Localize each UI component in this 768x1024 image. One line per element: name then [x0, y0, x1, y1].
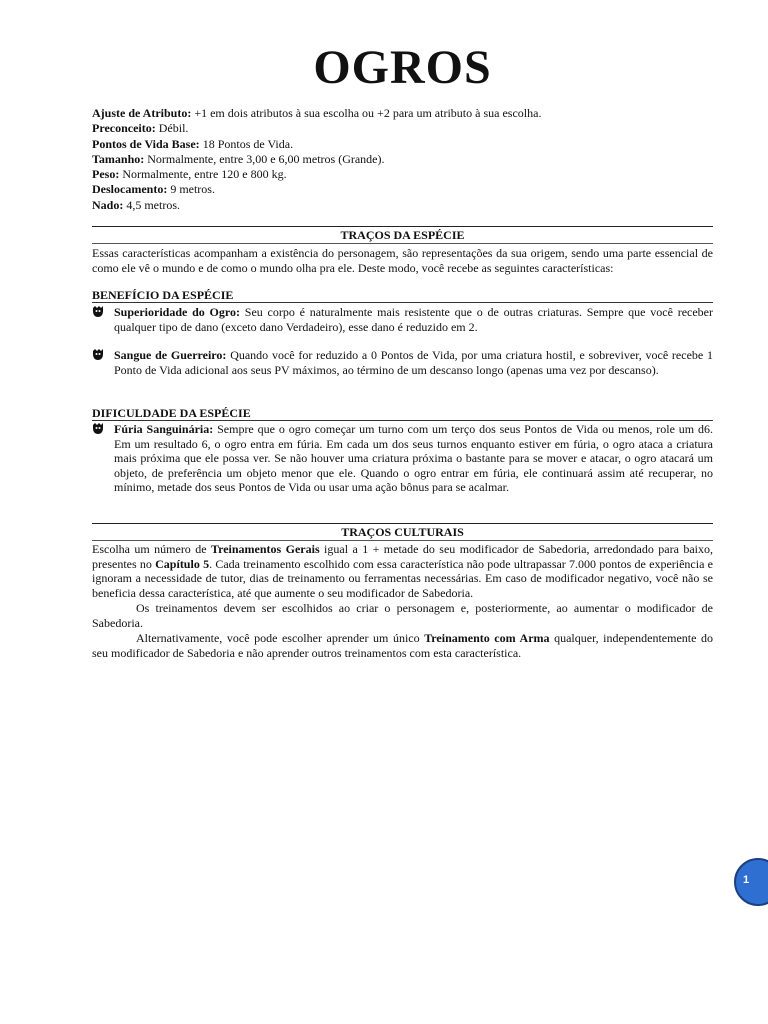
ogre-bullet-icon	[90, 348, 106, 362]
attribute-row: Pontos de Vida Base: 18 Pontos de Vida.	[92, 136, 294, 151]
cultural-paragraph: Escolha um número de Treinamentos Gerais igual a 1 + metade do seu modificador de Sabedoria, arredondado para baixo, presentes no Capítulo 5. Cada treinamento escolhido com essa característica não pode ultrapassar 7.000 pontos de experiência e ignoram a necessidade de tutor, dias de treinamento ou ferramentas necessárias. Em caso de modificador negativo, você não se beneficia dessa característica, até que aumente o seu modificador de Sabedoria.	[92, 542, 714, 600]
cultural-traits-heading: TRAÇOS CULTURAIS	[92, 523, 713, 541]
page-number-badge: 1	[734, 858, 768, 906]
attribute-row: Preconceito: Débil.	[92, 121, 189, 136]
benefit-heading: BENEFÍCIO DA ESPÉCIE	[92, 289, 713, 303]
attribute-list	[92, 106, 713, 213]
list-item-text: Fúria Sanguinária: Sempre que o ogro começar um turno com um terço dos seus Pontos de Vida ou menos, role um d6. Em um resultado 6, o ogro entra em fúria. Em cada um dos seus turnos enquanto estiver em fúria, o ogro ataca a criatura mais próxima que ele possa ver. Se não houver uma criatura próxima o bastante para se mover e atacar, o ogro atacará um objeto, de preferência um objeto menor que ele. Quando o ogro entrar em fúria, ele continuará assim até recuperar, no mínimo, metade dos seus Pontos de Vida ou usar uma ação bônus para se acalmar.	[114, 422, 713, 495]
list-item	[92, 305, 713, 334]
attribute-row: Peso: Normalmente, entre 120 e 800 kg.	[92, 167, 287, 182]
difficulty-heading: DIFICULDADE DA ESPÉCIE	[92, 407, 713, 421]
species-traits-intro: Essas características acompanham a existência do personagem, são representações da sua origem, sendo uma parte essencial de como ele vê o mundo e de como o mundo olha pra ele. Deste modo, você recebe as seguintes características:	[92, 246, 713, 275]
list-item-text: Superioridade do Ogro: Seu corpo é naturalmente mais resistente que o de outras criaturas. Sempre que você receber qualquer tipo de dano (exceto dano Verdadeiro), esse dano é reduzido em 2.	[114, 305, 713, 334]
attribute-row: Tamanho: Normalmente, entre 3,00 e 6,00 metros (Grande).	[92, 151, 385, 166]
ogre-bullet-icon	[90, 305, 106, 319]
cultural-paragraph: Alternativamente, você pode escolher aprender um único Treinamento com Arma qualquer, independentemente do seu modificador de Sabedoria e não aprender outros treinamentos com esta característica.	[92, 631, 714, 660]
list-item-text: Sangue de Guerreiro: Quando você for reduzido a 0 Pontos de Vida, por uma criatura hostil, e sobreviver, você recebe 1 Ponto de Vida adicional aos seus PV máximos, ao término de um descanso longo (apenas uma vez por descanso).	[114, 348, 713, 377]
cultural-paragraph: Os treinamentos devem ser escolhidos ao criar o personagem e, posteriormente, ao aumentar o modificador de Sabedoria.	[92, 601, 713, 630]
species-traits-heading: TRAÇOS DA ESPÉCIE	[92, 226, 713, 244]
list-item	[92, 422, 713, 495]
attribute-row: Deslocamento: 9 metros.	[92, 182, 215, 197]
attribute-row: Ajuste de Atributo: +1 em dois atributos à sua escolha ou +2 para um atributo à sua escolha.	[92, 106, 542, 120]
list-item	[92, 348, 713, 377]
attribute-row: Nado: 4,5 metros.	[92, 197, 181, 212]
page-title: OGROS	[313, 41, 492, 94]
ogre-bullet-icon	[90, 422, 106, 436]
